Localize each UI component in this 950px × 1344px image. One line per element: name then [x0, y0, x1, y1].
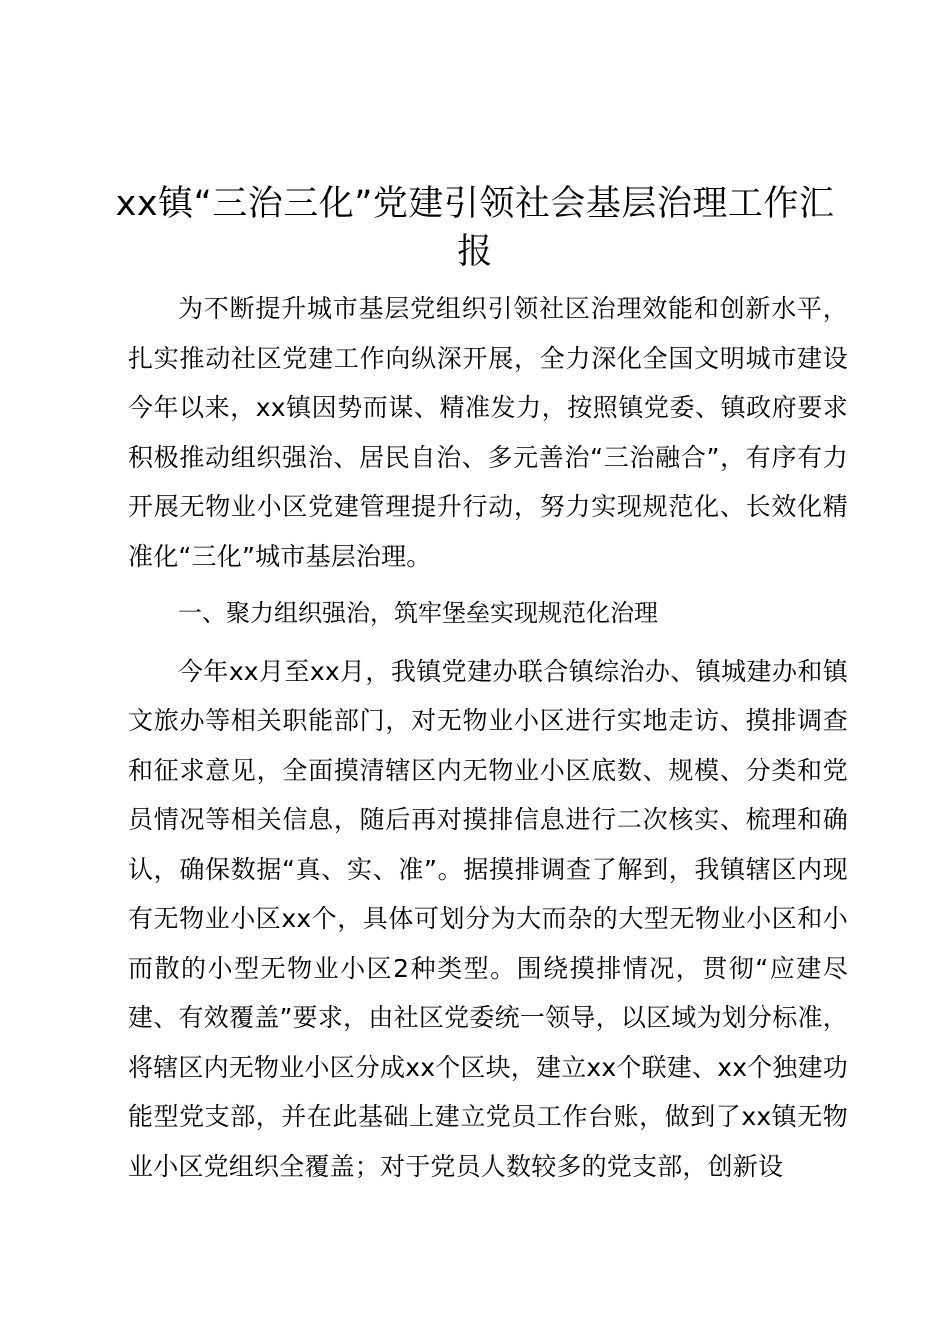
paragraph-gap	[128, 639, 848, 647]
section-paragraph: 今年xx月至xx月，我镇党建办联合镇综治办、镇城建办和镇文旅办等相关职能部门，对无物业小区进行实地走访、摸排调查和征求意见，全面摸清辖区内无物业小区底数、规模、分类和党员情况等相关信息，随后再对摸排信息进行二次核实、梳理和确认，确保数据“真、实、准”。据摸排调查了解到，我镇辖区内现有无物业小区xx个，具体可划分为大而杂的大型无物业小区和小而散的小型无物业小区2种类型。围绕摸排情况，贯彻“应建尽建、有效覆盖”要求，由社区党委统一领导，以区域为划分标准，将辖区内无物业小区分成xx个区块，建立xx个联建、xx个独建功能型党支部，并在此基础上建立党员工作台账，做到了xx镇无物业小区党组织全覆盖；对于党员人数较多的党支部，创新设	[128, 656, 848, 1181]
intro-paragraph: 为不断提升城市基层党组织引领社区治理效能和创新水平，扎实推动社区党建工作向纵深开展，全力深化全国文明城市建设今年以来，xx镇因势而谋、精准发力，按照镇党委、镇政府要求积极推动组织强治、居民自治、多元善治“三治融合”，有序有力开展无物业小区党建管理提升行动，努力实现规范化、长效化精准化“三化”城市基层治理。	[128, 294, 848, 571]
section-heading: 一、聚力组织强治，筑牢堡垒实现规范化治理	[178, 599, 658, 627]
document-title: xx镇“三治三化”党建引领社会基层治理工作汇报	[115, 184, 835, 272]
document-body	[128, 284, 848, 1191]
paragraph-gap	[128, 581, 848, 589]
